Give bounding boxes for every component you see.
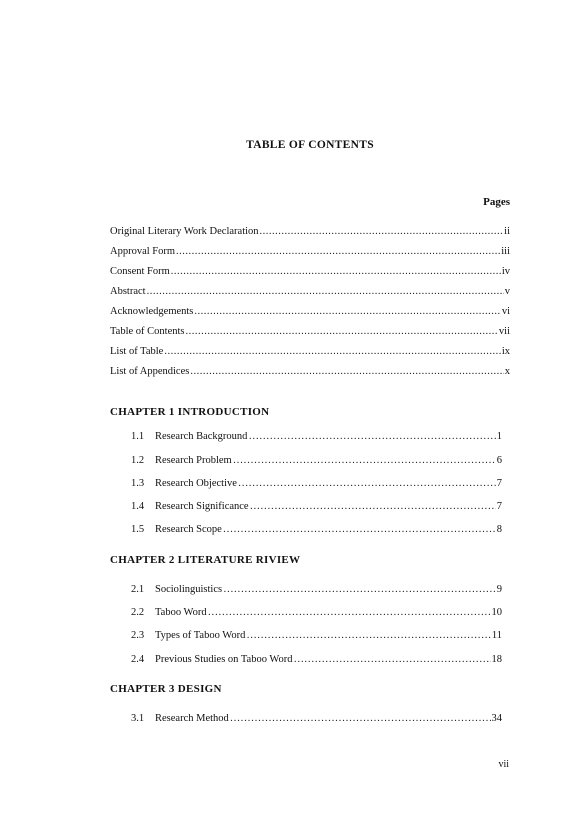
toc-section-entry[interactable] <box>131 654 502 665</box>
section-number: 1.1 <box>131 431 145 442</box>
leader-dots <box>190 366 503 377</box>
section-title: Taboo Word <box>155 607 207 618</box>
leader-dots <box>248 431 495 442</box>
toc-entry-title: Table of Contents <box>110 326 185 337</box>
pages-column-label: Pages <box>483 196 510 208</box>
section-title: Research Significance <box>155 501 249 512</box>
leader-dots <box>194 306 500 317</box>
toc-entry-title: Original Literary Work Declaration <box>110 226 259 237</box>
chapter-heading[interactable]: CHAPTER 2 LITERATURE RIVIEW <box>110 554 301 566</box>
section-title: Previous Studies on Taboo Word <box>155 654 293 665</box>
toc-entry-page: ix <box>501 346 510 357</box>
section-page: 10 <box>491 607 502 618</box>
leader-dots <box>250 501 496 512</box>
toc-entry-title: Consent Form <box>110 266 170 277</box>
leader-dots <box>238 478 496 489</box>
toc-entry-page: iv <box>501 266 510 277</box>
section-page: 8 <box>496 524 502 535</box>
toc-section-entry[interactable] <box>131 713 502 724</box>
section-title: Research Problem <box>155 455 232 466</box>
page-number: vii <box>498 759 509 770</box>
toc-entry[interactable] <box>110 266 510 277</box>
leader-dots <box>171 266 501 277</box>
leader-dots <box>223 524 496 535</box>
toc-entry-title: Acknowledgements <box>110 306 194 317</box>
section-number: 2.1 <box>131 584 145 595</box>
leader-dots <box>230 713 491 724</box>
toc-entry[interactable] <box>110 246 510 257</box>
leader-dots <box>164 346 501 357</box>
section-number: 3.1 <box>131 713 145 724</box>
toc-entry-page: x <box>504 366 510 377</box>
section-page: 34 <box>491 713 502 724</box>
section-title: Types of Taboo Word <box>155 630 246 641</box>
toc-entry-page: v <box>504 286 510 297</box>
section-number: 2.4 <box>131 654 145 665</box>
section-title: Research Method <box>155 713 229 724</box>
leader-dots <box>186 326 498 337</box>
section-page: 7 <box>496 501 502 512</box>
section-number: 2.2 <box>131 607 145 618</box>
toc-entry[interactable] <box>110 286 510 297</box>
toc-entry[interactable] <box>110 326 510 337</box>
toc-entry-title: List of Table <box>110 346 164 357</box>
toc-section-entry[interactable] <box>131 607 502 618</box>
toc-entry[interactable] <box>110 226 510 237</box>
section-page: 18 <box>491 654 502 665</box>
toc-section-entry[interactable] <box>131 431 502 442</box>
toc-section-entry[interactable] <box>131 501 502 512</box>
toc-entry-page: vii <box>498 326 510 337</box>
toc-entry-title: List of Appendices <box>110 366 190 377</box>
chapter-heading[interactable]: CHAPTER 3 DESIGN <box>110 683 222 695</box>
section-title: Sociolinguistics <box>155 584 223 595</box>
leader-dots <box>233 455 496 466</box>
toc-section-entry[interactable] <box>131 630 502 641</box>
toc-entry[interactable] <box>110 366 510 377</box>
chapter-heading[interactable]: CHAPTER 1 INTRODUCTION <box>110 406 270 418</box>
toc-section-entry[interactable] <box>131 478 502 489</box>
toc-entry-page: vi <box>501 306 510 317</box>
section-number: 1.5 <box>131 524 145 535</box>
section-number: 2.3 <box>131 630 145 641</box>
toc-section-entry[interactable] <box>131 524 502 535</box>
toc-entry-title: Abstract <box>110 286 146 297</box>
leader-dots <box>293 654 490 665</box>
leader-dots <box>260 226 504 237</box>
toc-section-entry[interactable] <box>131 455 502 466</box>
section-number: 1.4 <box>131 501 145 512</box>
toc-entry-page: iii <box>501 246 510 257</box>
leader-dots <box>208 607 491 618</box>
toc-entry[interactable] <box>110 346 510 357</box>
page-title: TABLE OF CONTENTS <box>246 139 374 151</box>
leader-dots <box>246 630 491 641</box>
toc-entry-page: ii <box>504 226 510 237</box>
toc-entry[interactable] <box>110 306 510 317</box>
toc-entry-title: Approval Form <box>110 246 176 257</box>
section-title: Research Objective <box>155 478 237 489</box>
section-page: 11 <box>491 630 502 641</box>
section-title: Research Background <box>155 431 248 442</box>
section-title: Research Scope <box>155 524 222 535</box>
section-number: 1.2 <box>131 455 145 466</box>
section-page: 7 <box>496 478 502 489</box>
leader-dots <box>147 286 504 297</box>
toc-section-entry[interactable] <box>131 584 502 595</box>
leader-dots <box>176 246 500 257</box>
leader-dots <box>223 584 496 595</box>
section-page: 9 <box>496 584 502 595</box>
section-page: 1 <box>496 431 502 442</box>
section-number: 1.3 <box>131 478 145 489</box>
section-page: 6 <box>496 455 502 466</box>
